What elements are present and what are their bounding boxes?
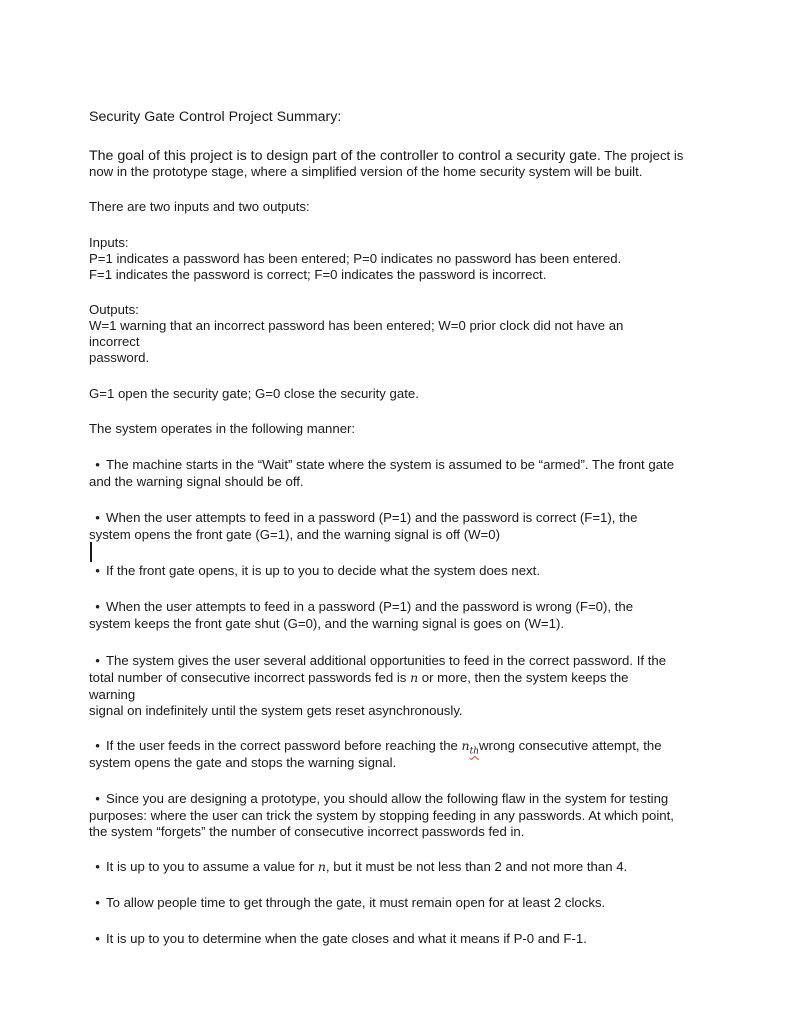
bullet-6-line-2: system opens the gate and stops the warning signal. [89,755,397,770]
outputs-heading: Outputs: [89,302,139,317]
bullet-dot-icon: • [95,859,100,874]
math-n: n [410,670,419,685]
output-w-line-1: W=1 warning that an incorrect password has been entered; W=0 prior clock did not have an [89,318,624,333]
input-p: P=1 indicates a password has been entered; P=0 indicates no password has been entered. [89,251,622,266]
goal-lead: The goal of this project is to design part of the controller to control a security gate. [89,148,601,164]
output-g: G=1 open the security gate; G=0 close the security gate. [89,386,419,401]
bullet-8-line-1: • It is up to you to assume a value for n, but it must be not less than 2 and not more than 4. [89,858,627,875]
bullet-dot-icon: • [95,738,100,753]
page-title: Security Gate Control Project Summary: [89,109,342,125]
bullet-5-line-3: warning [89,687,136,702]
bullet-7-line-1: • Since you are designing a prototype, you should allow the following flaw in the system for testing [89,790,668,807]
text-cursor [90,542,92,562]
bullet-7-line-2: purposes: where the user can trick the system by stopping feeding in any passwords. At which point, [89,808,674,823]
bullet-dot-icon: • [95,563,100,578]
bullet-5-line-4: signal on indefinitely until the system gets reset asynchronously. [89,703,463,718]
bullet-dot-icon: • [95,653,100,668]
bullet-dot-icon: • [95,599,100,614]
bullet-9-line-1: • To allow people time to get through the gate, it must remain open for at least 2 clocks. [89,894,605,911]
io-intro: There are two inputs and two outputs: [89,199,310,214]
inputs-heading: Inputs: [89,235,129,250]
bullet-4-line-2: system keeps the front gate shut (G=0), and the warning signal is goes on (W=1). [89,616,564,631]
bullet-dot-icon: • [95,457,100,472]
input-f: F=1 indicates the password is correct; F=0 indicates the password is incorrect. [89,267,547,282]
bullet-2-line-1: • When the user attempts to feed in a password (P=1) and the password is correct (F=1), the [89,509,637,526]
bullet-6-line-1: • If the user feeds in the correct password before reaching the $n_{th}wrong$ consecutive attempt, the [89,737,662,761]
math-n: n [461,738,470,753]
output-w-line-2: incorrect [89,334,140,349]
bullet-5-line-2: total number of consecutive incorrect passwords fed is n or more, then the system keeps the [89,670,629,685]
manner-intro: The system operates in the following manner: [89,421,356,436]
output-w-line-3: password. [89,350,150,365]
bullet-10-line-1: • It is up to you to determine when the gate closes and what it means if P-0 and F-1. [89,930,587,947]
bullet-3-line-1: • If the front gate opens, it is up to you to decide what the system does next. [89,562,540,579]
bullet-dot-icon: • [95,895,100,910]
bullet-7-line-3: the system “forgets” the number of consecutive incorrect passwords fed in. [89,824,525,839]
math-n: n [317,859,326,874]
bullet-dot-icon: • [95,931,100,946]
math-subscript-th: th [469,746,480,757]
bullet-4-line-1: • When the user attempts to feed in a password (P=1) and the password is wrong (F=0), the [89,598,633,615]
goal-line-2: now in the prototype stage, where a simplified version of the home security system will be built. [89,164,643,179]
bullet-dot-icon: • [95,791,100,806]
bullet-1-line-1: • The machine starts in the “Wait” state where the system is assumed to be “armed”. The front gate [89,456,674,473]
goal-rest: The project is [600,148,684,163]
bullet-2-line-2: system opens the front gate (G=1), and the warning signal is off (W=0) [89,527,500,542]
bullet-5-line-1: • The system gives the user several additional opportunities to feed in the correct password. If the [89,652,666,669]
bullet-dot-icon: • [95,510,100,525]
bullet-1-line-2: and the warning signal should be off. [89,474,304,489]
